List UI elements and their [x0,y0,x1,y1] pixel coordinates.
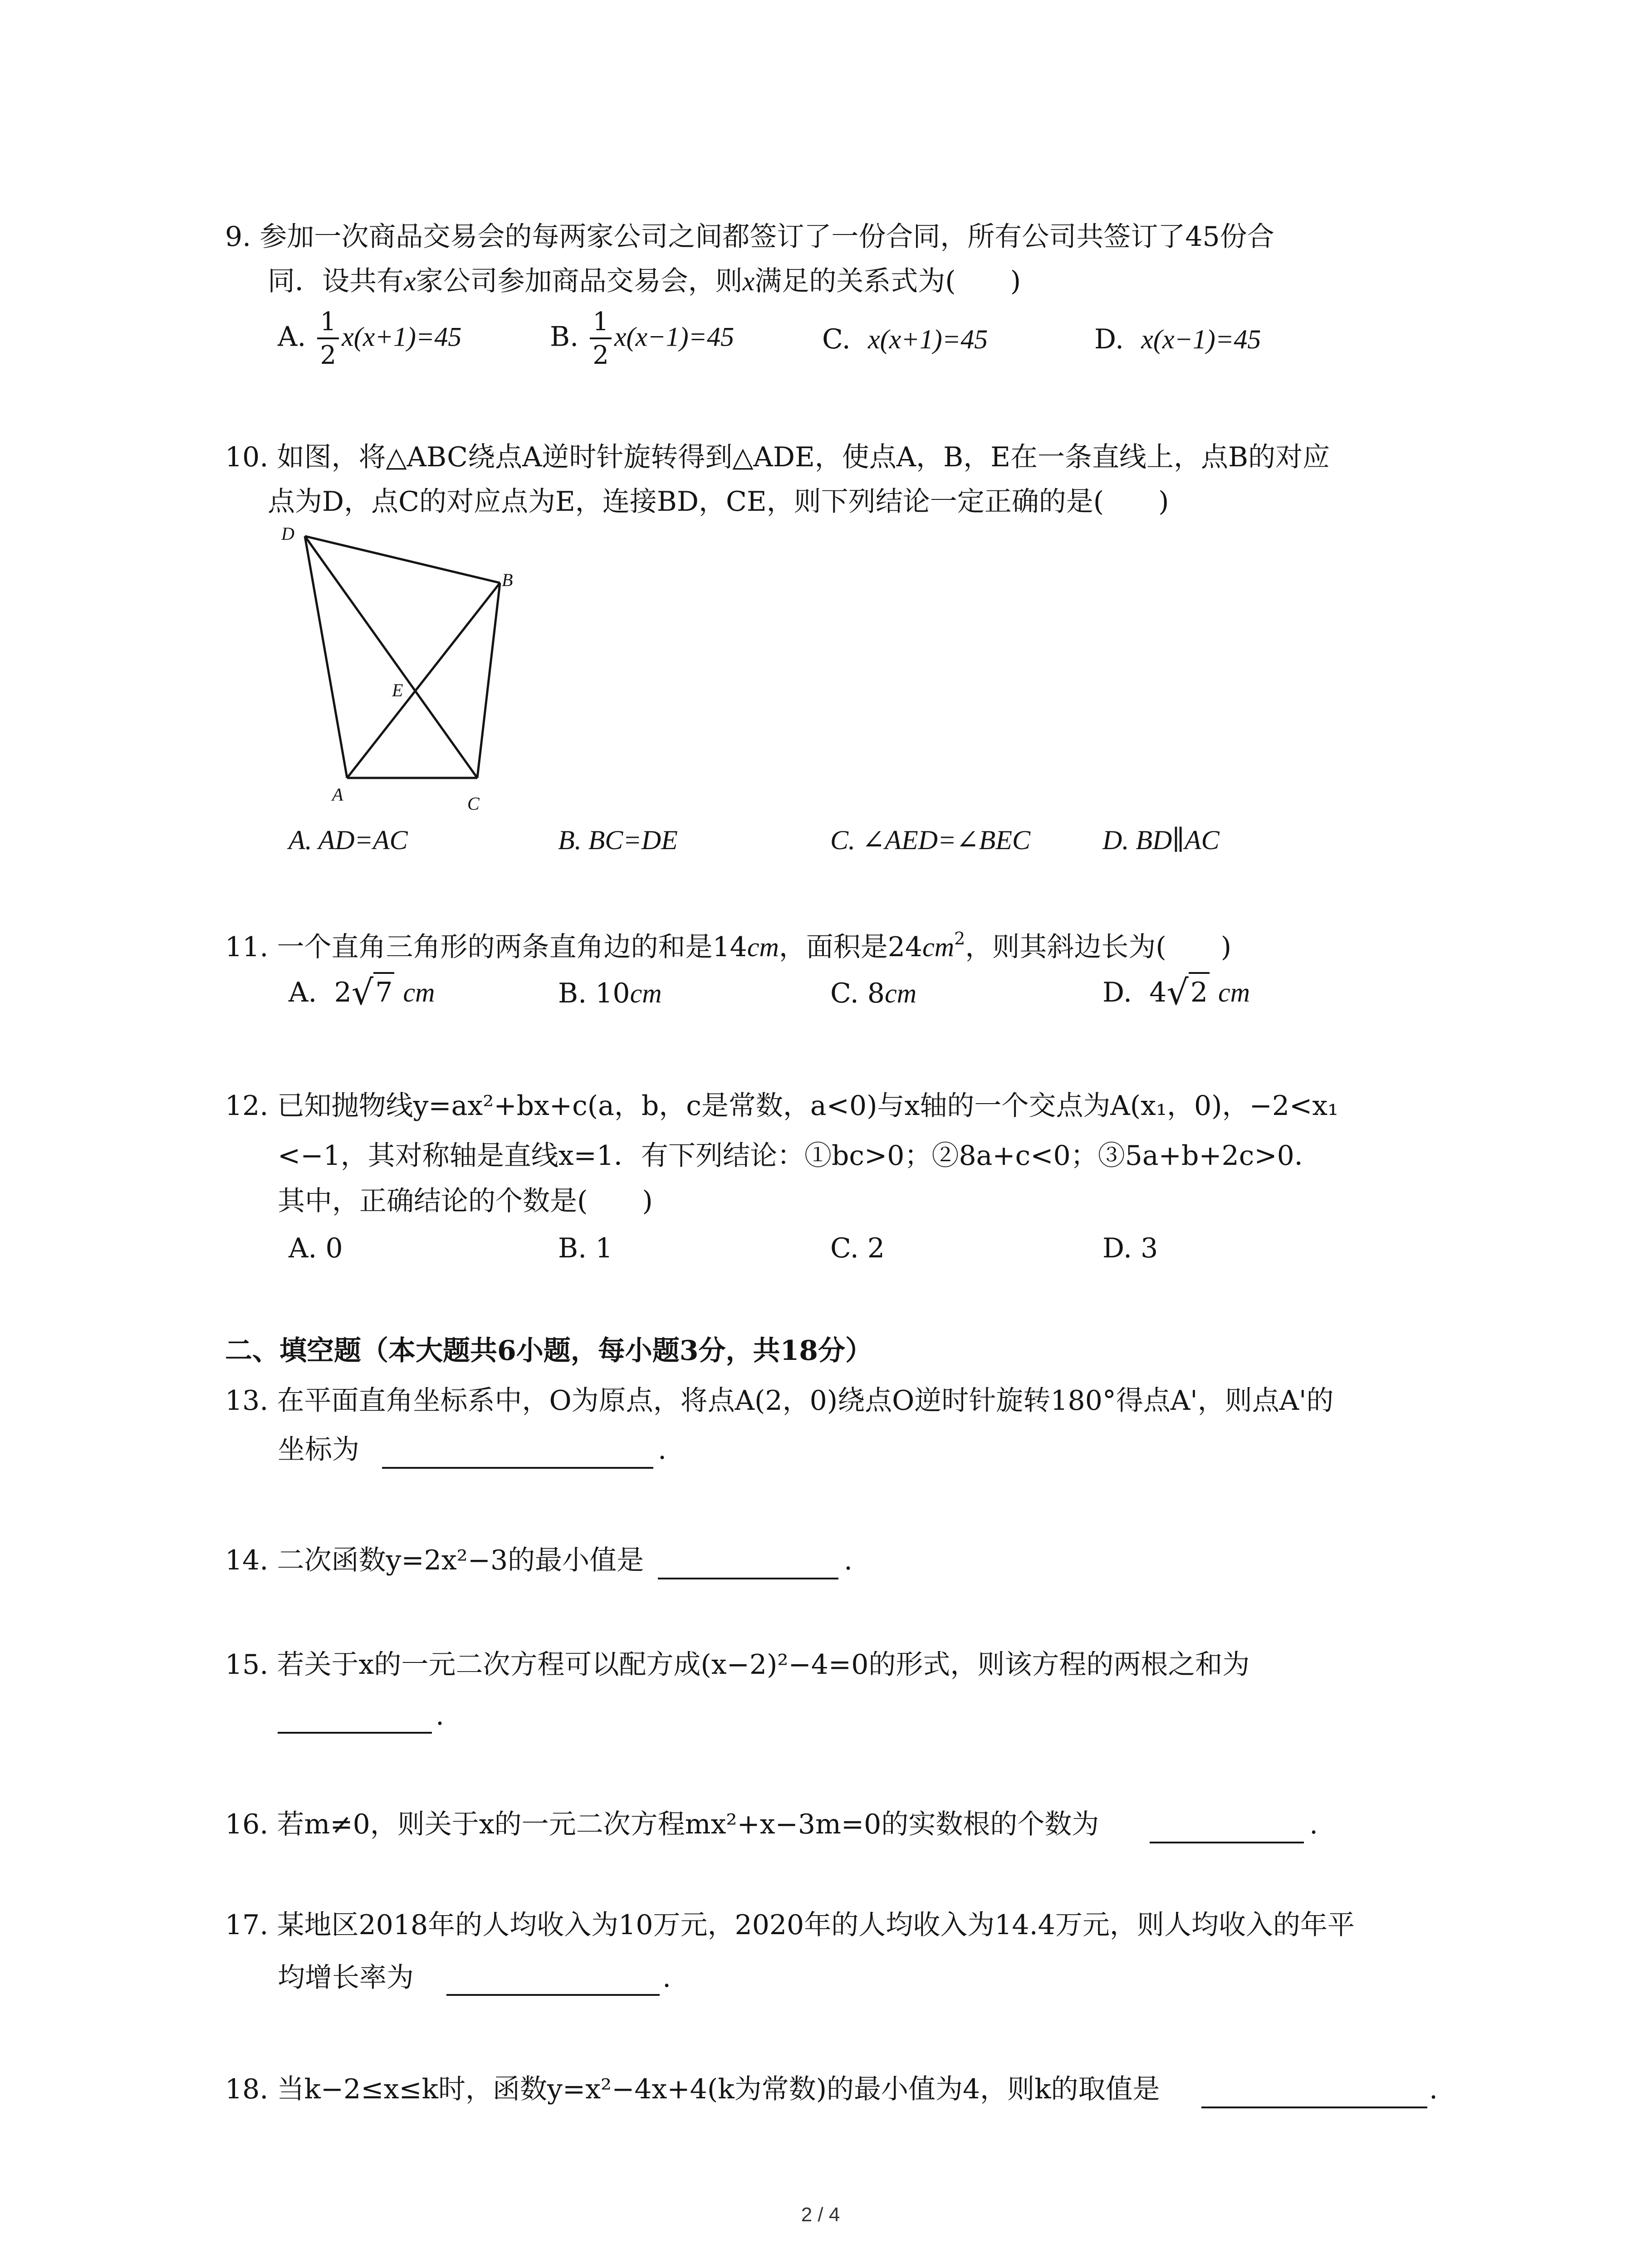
segment-da [305,536,347,778]
q10-line2: 点为D，点C的对应点为E，连接BD，CE，则下列结论一定正确的是( ) [268,486,1169,518]
q9-line2-post: 满足的关系式为( ) [754,265,1021,297]
q9-option-c-label: C. [822,323,851,355]
q17-end: . [662,1962,671,1994]
q9-option-a [278,309,461,368]
sqrt-sign: √2 [1166,975,1210,1010]
q9-var-x2: x [742,266,755,296]
segment-dc [305,536,477,778]
q12-option-c: C. 2 [830,1232,885,1264]
q13-end: . [658,1434,667,1466]
q9-option-c [822,323,988,355]
fraction-denominator: 2 [320,341,337,370]
label-a: A [332,784,343,805]
radicand: 7 [373,972,394,1008]
q10-option-a: A. AD=AC [289,825,408,855]
segment-cb [477,583,500,778]
q12-line3: 其中，正确结论的个数是( ) [278,1185,653,1217]
q16-line1: 16. 若m≠0，则关于x的一元二次方程mx²+x−3m=0的实数根的个数为 [225,1809,1099,1840]
q18-answer-blank[interactable] [1201,2107,1427,2108]
q9-line1: 9. 参加一次商品交易会的每两家公司之间都签订了一份合同，所有公司共签订了45份合 [225,221,1274,253]
q12-line2: <−1，其对称轴是直线x=1．有下列结论：①bc>0；②8a+c<0；③5a+b+2c>0． [278,1140,1322,1172]
label-d: D [281,523,294,544]
q13-line2: 坐标为 [278,1434,359,1466]
q14-line1: 14. 二次函数y=2x²−3的最小值是 [225,1545,644,1576]
q9-option-d-label: D. [1094,323,1124,355]
q9-option-d-expr: x(x−1)=45 [1141,324,1261,354]
q18-line1: 18. 当k−2≤x≤k时，函数y=x²−4x+4(k为常数)的最小值为4，则k的取值是 [225,2073,1160,2105]
q13-line1: 13. 在平面直角坐标系中，O为原点，将点A(2，0)绕点O逆时针旋转180°得点A'，则点A'的 [225,1385,1334,1417]
q11-option-c [830,980,916,1007]
q9-line2-mid: 家公司参加商品交易会，则 [416,265,743,297]
q12-option-b: B. 1 [558,1232,613,1264]
q14-answer-blank[interactable] [658,1578,838,1579]
segment-ab [347,583,500,778]
q17-line1: 17. 某地区2018年的人均收入为10万元，2020年的人均收入为14.4万元，则人均收入的年平 [225,1909,1355,1941]
q9-option-d [1094,323,1261,355]
q9-option-b-expr: x(x−1)=45 [614,322,735,352]
fraction-numerator: 1 [590,309,612,339]
q11-option-d [1102,972,1250,1012]
sqrt-sign: √7 [352,975,395,1010]
unit-cm: cm [630,978,662,1008]
unit-cm: cm [403,978,435,1007]
q11-line1-post: ，则其斜边长为( ) [965,931,1232,963]
q13-answer-blank[interactable] [382,1467,653,1469]
q15-answer-blank[interactable] [278,1732,432,1734]
page-number: 2 / 4 [801,2204,840,2226]
unit-cm: cm [1218,978,1250,1007]
q11-option-b [558,980,662,1007]
q9-option-c-expr: x(x+1)=45 [868,324,988,354]
q11-line1-pre: 11. 一个直角三角形的两条直角边的和是14 [225,931,747,963]
q12-option-d: D. 3 [1102,1232,1158,1264]
q11-line1 [225,929,1232,963]
q11-option-d-coef: 4 [1149,977,1167,1008]
q9-option-b [550,309,734,368]
q11-option-a [289,972,435,1012]
unit-cm: cm [885,978,917,1008]
q17-answer-blank[interactable] [446,1994,660,1996]
q14-end: . [844,1545,853,1576]
q10-option-c: C. ∠AED=∠BEC [830,825,1031,855]
q9-option-a-fraction [317,309,339,368]
q11-option-c-value: C. 8 [830,978,885,1009]
superscript-2: 2 [954,929,965,948]
q17-line2: 均增长率为 [278,1962,414,1994]
q9-var-x: x [404,266,416,296]
radicand: 2 [1189,972,1210,1008]
q15-end: . [436,1700,445,1731]
q15-line1: 15. 若关于x的一元二次方程可以配方成(x−2)²−4=0的形式，则该方程的两根之和为 [225,1649,1250,1681]
q9-option-a-expr: x(x+1)=45 [342,322,462,352]
q9-option-b-fraction [590,309,612,368]
q10-option-d: D. BD∥AC [1102,825,1220,855]
fraction-denominator: 2 [593,341,609,370]
label-c: C [467,793,480,814]
label-b: B [502,570,513,590]
fraction-numerator: 1 [317,309,339,339]
unit-cm: cm [922,932,955,962]
q9-line2-pre: 同．设共有 [268,265,404,297]
q10-line1: 10. 如图，将△ABC绕点A逆时针旋转得到△ADE，使点A，B，E在一条直线上，点B的对应 [225,441,1330,473]
q16-end: . [1309,1809,1318,1840]
section-heading: 二、填空题（本大题共6小题，每小题3分，共18分） [225,1335,872,1367]
q18-end: . [1429,2073,1438,2105]
q9-option-a-label: A. [278,321,306,353]
triangle-rotation-figure [281,522,535,816]
q9-option-b-label: B. [550,321,579,353]
q10-option-b: B. BC=DE [558,825,678,855]
q11-line1-mid: ，面积是24 [779,931,923,963]
q12-option-a: A. 0 [289,1232,343,1264]
q12-line1: 12. 已知抛物线y=ax²+bx+c(a，b，c是常数，a<0)与x轴的一个交点为A(x₁，0)，−2<x₁ [225,1090,1339,1122]
q16-answer-blank[interactable] [1150,1842,1304,1843]
q11-option-a-coef: 2 [334,977,352,1008]
q11-option-d-label: D. [1102,977,1132,1008]
label-e: E [392,680,403,700]
q9-line2 [268,265,1021,297]
unit-cm: cm [747,932,779,962]
q11-option-a-label: A. [289,977,317,1008]
q11-option-b-value: B. 10 [558,978,630,1009]
